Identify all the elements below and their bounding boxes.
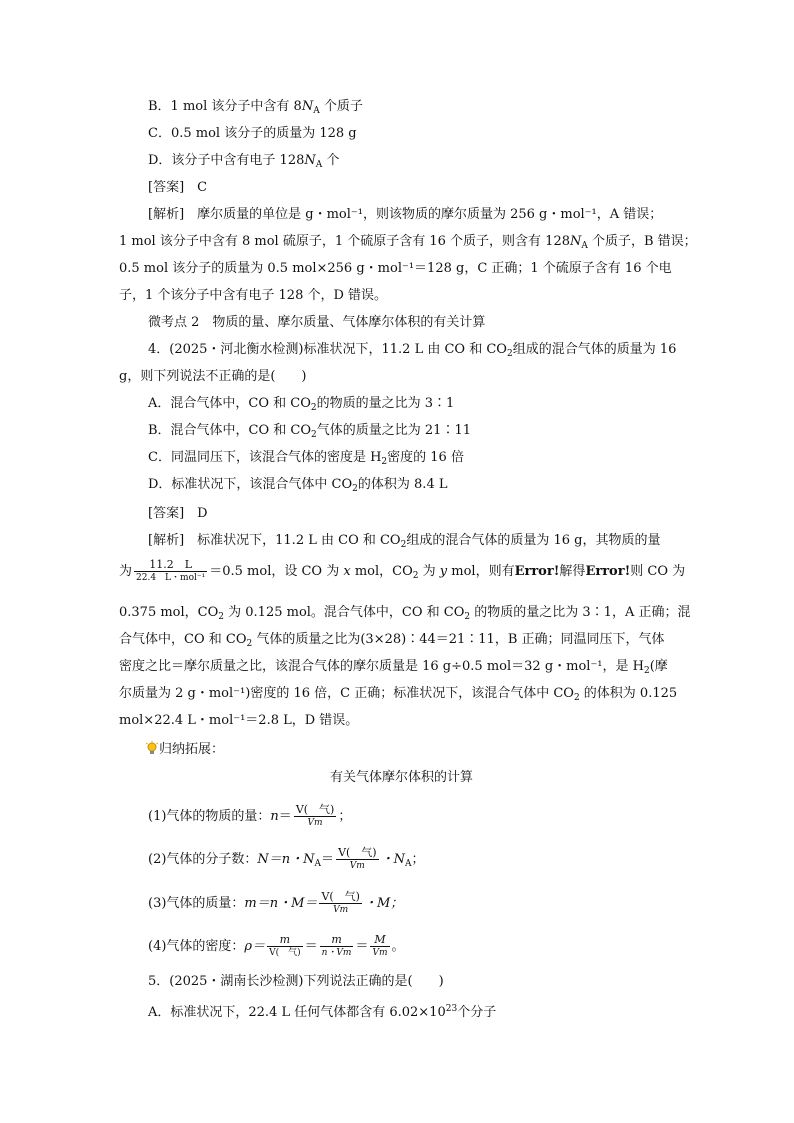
formula-4-fraction-3 bbox=[370, 934, 389, 959]
exp4-l6-a: 尔质量为 2 g・mol⁻¹)密度的 16 倍，C 正确；标准状况下，该混合气体中 CO bbox=[119, 686, 574, 701]
fraction-denominator: n・Vm bbox=[321, 948, 352, 958]
option-c: C．0.5 mol 该分子的质量为 128 g bbox=[148, 126, 357, 141]
formula-1 bbox=[148, 802, 351, 832]
exp4-l2-b: mol，CO bbox=[350, 564, 413, 579]
q4-c-a: C．同温同压下，该混合气体的密度是 H bbox=[148, 450, 382, 465]
var-y: y bbox=[439, 564, 448, 579]
explanation-q3-line2 bbox=[119, 232, 697, 256]
subscript-2: 2 bbox=[381, 457, 388, 467]
subscript-2: 2 bbox=[246, 639, 253, 649]
explanation-q4-line7: mol×22.4 L・mol⁻¹＝2.8 L，D 错误。 bbox=[119, 713, 359, 728]
fraction-denominator: Vm bbox=[372, 948, 388, 958]
formula-2 bbox=[148, 845, 425, 879]
explanation-q4-line2 bbox=[119, 558, 685, 590]
formula-1-lhs: n bbox=[270, 809, 279, 824]
explanation-q3-line1: [解析] 摩尔质量的单位是 g・mol⁻¹，则该物质的摩尔质量为 256 g・mol⁻¹，A 错误； bbox=[148, 207, 663, 222]
q5-a-text: A．标准状况下，22.4 L 任何气体都含有 6.02×10 bbox=[148, 1005, 446, 1020]
fraction-numerator: m bbox=[267, 934, 303, 947]
exp4-l2-d: mol，则有 bbox=[447, 564, 515, 579]
error-text: Error! bbox=[585, 564, 631, 579]
fraction-numerator: 11.2 L bbox=[134, 559, 207, 572]
formula-3-label: (3)气体的质量： bbox=[148, 896, 245, 911]
exp4-l2-pre: 为 bbox=[119, 564, 133, 579]
answer-q4: [答案] D bbox=[148, 506, 208, 521]
q4-c-b: 密度的 16 倍 bbox=[387, 450, 464, 465]
answer-q3: [答案] C bbox=[148, 180, 208, 195]
equals-sign: ＝ bbox=[278, 809, 292, 824]
fraction-molar bbox=[134, 559, 207, 584]
formula-4-label: (4)气体的密度： bbox=[148, 939, 245, 954]
formula-2-lhs: N＝n・N bbox=[257, 852, 315, 867]
summary-label: 归纳拓展： bbox=[159, 742, 225, 757]
exp4-l3-a: 0.375 mol，CO bbox=[119, 605, 219, 620]
formula-3 bbox=[148, 889, 403, 919]
q4-a-a: A．混合气体中，CO 和 CO bbox=[148, 396, 311, 411]
equals-sign: ＝ bbox=[321, 852, 335, 867]
q4-a-b: 的物质的量之比为 3∶1 bbox=[316, 396, 455, 411]
subscript-2: 2 bbox=[218, 612, 224, 622]
equals-sign: ＝ bbox=[355, 939, 369, 954]
q5-option-a bbox=[148, 999, 496, 1023]
explanation-q4-line6 bbox=[119, 684, 677, 708]
fraction-denominator: Vm bbox=[307, 818, 323, 828]
question-4-line2: g，则下列说法不正确的是( ) bbox=[119, 369, 307, 384]
q4-l1-b: 组成的混合气体的质量为 16 bbox=[512, 342, 677, 357]
fraction-numerator: V( 气) bbox=[295, 803, 335, 816]
formula-2-end: ； bbox=[411, 852, 425, 867]
option-b-tail: 个质子 bbox=[319, 99, 363, 114]
na-symbol: N bbox=[569, 234, 582, 249]
subscript-2: 2 bbox=[311, 430, 317, 440]
fraction-denominator: Vm bbox=[333, 905, 349, 915]
exp4-l1-b: 组成的混合气体的质量为 16 g，其物质的量 bbox=[406, 533, 661, 548]
na-subscript: A bbox=[313, 106, 320, 116]
explanation-q3-line3: 0.5 mol 该分子的质量为 0.5 mol×256 g・mol⁻¹＝128 g，C 正确；1 个硫原子含有 16 个电 bbox=[119, 261, 672, 276]
q4-d-a: D．标准状况下，该混合气体中 CO bbox=[148, 477, 353, 492]
exp4-l4-a: 合气体中，CO 和 CO bbox=[119, 632, 247, 647]
q4-option-a bbox=[148, 394, 454, 418]
subscript-2: 2 bbox=[400, 540, 407, 550]
q4-b-b: 气体的质量之比为 21∶11 bbox=[316, 423, 471, 438]
formula-1-fraction bbox=[294, 804, 337, 829]
subscript-2: 2 bbox=[352, 484, 358, 494]
formula-3-fraction bbox=[319, 891, 362, 916]
explanation-q4-line5 bbox=[119, 657, 668, 681]
q4-option-d bbox=[148, 475, 447, 499]
subscript-2: 2 bbox=[573, 693, 580, 703]
option-b-text: B．1 mol 该分子中含有 8 bbox=[148, 99, 302, 114]
subscript-2: 2 bbox=[412, 571, 419, 581]
exp4-l5-a: 密度之比＝摩尔质量之比，该混合气体的摩尔质量是 16 g÷0.5 mol＝32 g・mol⁻¹，是 H bbox=[119, 659, 644, 674]
exp4-l5-b: (摩 bbox=[649, 659, 668, 674]
option-d-text: D．该分子中含有电子 128 bbox=[148, 153, 305, 168]
formula-1-tail: ； bbox=[338, 809, 352, 824]
subscript-2: 2 bbox=[644, 666, 650, 676]
question-4-line1 bbox=[148, 340, 676, 364]
na-symbol: N bbox=[304, 153, 316, 168]
q4-option-c bbox=[148, 448, 464, 472]
fraction-denominator: V( 气) bbox=[269, 948, 301, 958]
equals-sign: ＝ bbox=[304, 939, 318, 954]
fraction-numerator: V( 气) bbox=[338, 846, 377, 859]
option-b bbox=[148, 97, 363, 121]
fraction-denominator: Vm bbox=[349, 861, 365, 871]
formula-4-fraction-1 bbox=[267, 934, 303, 959]
lightbulb-icon bbox=[145, 741, 159, 755]
exp4-l2-f: 则 CO 为 bbox=[630, 564, 686, 579]
formula-4-rho: ρ＝ bbox=[244, 939, 266, 954]
var-x: x bbox=[343, 564, 351, 579]
exp4-l2-e: 解得 bbox=[559, 564, 586, 579]
q4-d-b: 的体积为 8.4 L bbox=[357, 477, 448, 492]
na-symbol: N bbox=[301, 99, 314, 114]
exp4-l1-a: [解析] 标准状况下，11.2 L 由 CO 和 CO bbox=[148, 533, 401, 548]
subscript-2: 2 bbox=[310, 403, 317, 413]
subscript-2: 2 bbox=[506, 349, 513, 359]
explanation-q4-line1 bbox=[148, 531, 660, 555]
option-d-tail: 个 bbox=[322, 153, 340, 168]
formula-2-fraction bbox=[336, 847, 379, 872]
option-d bbox=[148, 151, 339, 175]
exp4-l4-b: 气体的质量之比为(3×28)∶44＝21∶11，B 正确；同温同压下，气体 bbox=[252, 632, 665, 647]
exp3-l2-a: 1 mol 该分子中含有 8 mol 硫原子，1 个硫原子含有 16 个质子，则含有 128 bbox=[119, 234, 570, 249]
formula-3-lhs: m＝n・M＝ bbox=[244, 896, 318, 911]
fraction-denominator: 22.4 L・mol⁻¹ bbox=[136, 573, 206, 583]
formula-1-label: (1)气体的物质的量： bbox=[148, 809, 271, 824]
fraction-numerator: M bbox=[370, 934, 389, 947]
formula-4 bbox=[148, 932, 405, 962]
q5-a-tail: 个分子 bbox=[457, 1005, 497, 1020]
formula-2-tail: ・N bbox=[380, 852, 405, 867]
exp4-l2-a: ＝0.5 mol，设 CO 为 bbox=[209, 564, 344, 579]
summary-title: 有关气体摩尔体积的计算 bbox=[330, 770, 474, 785]
section-heading: 微考点 2 物质的量、摩尔质量、气体摩尔体积的有关计算 bbox=[148, 315, 486, 330]
q4-l1-a: 4．(2025・河北衡水检测)标准状况下，11.2 L 由 CO 和 CO bbox=[148, 342, 507, 357]
exp4-l3-b: 为 0.125 mol。混合气体中，CO 和 CO bbox=[224, 605, 465, 620]
exp3-l2-b: 个质子，B 错误； bbox=[587, 234, 697, 249]
fraction-numerator: V( 气) bbox=[321, 890, 360, 903]
explanation-q4-line3 bbox=[119, 603, 690, 627]
na-subscript: A bbox=[314, 859, 322, 869]
explanation-q4-line4 bbox=[119, 630, 665, 654]
formula-3-tail: ・M； bbox=[363, 896, 404, 911]
na-subscript: A bbox=[315, 160, 323, 170]
fraction-numerator: m bbox=[320, 934, 354, 947]
error-text: Error! bbox=[514, 564, 560, 579]
formula-2-label: (2)气体的分子数： bbox=[148, 852, 258, 867]
exp4-l2-c: 为 bbox=[418, 564, 440, 579]
formula-4-fraction-2 bbox=[320, 934, 354, 959]
q4-option-b bbox=[148, 421, 471, 445]
na-subscript: A bbox=[581, 241, 588, 251]
question-5-line1: 5．(2025・湖南长沙检测)下列说法正确的是( ) bbox=[148, 974, 444, 989]
na-subscript: A bbox=[404, 859, 412, 869]
q4-b-a: B．混合气体中，CO 和 CO bbox=[148, 423, 312, 438]
exp4-l6-b: 的体积为 0.125 bbox=[579, 686, 678, 701]
exp4-l3-c: 的物质的量之比为 3∶1，A 正确；混 bbox=[470, 605, 691, 620]
formula-4-tail: 。 bbox=[391, 939, 405, 954]
superscript-23: 23 bbox=[445, 1004, 458, 1014]
explanation-q3-line4: 子，1 个该分子中含有电子 128 个，D 错误。 bbox=[119, 288, 388, 303]
summary-label-row bbox=[145, 740, 224, 760]
subscript-2: 2 bbox=[464, 612, 471, 622]
